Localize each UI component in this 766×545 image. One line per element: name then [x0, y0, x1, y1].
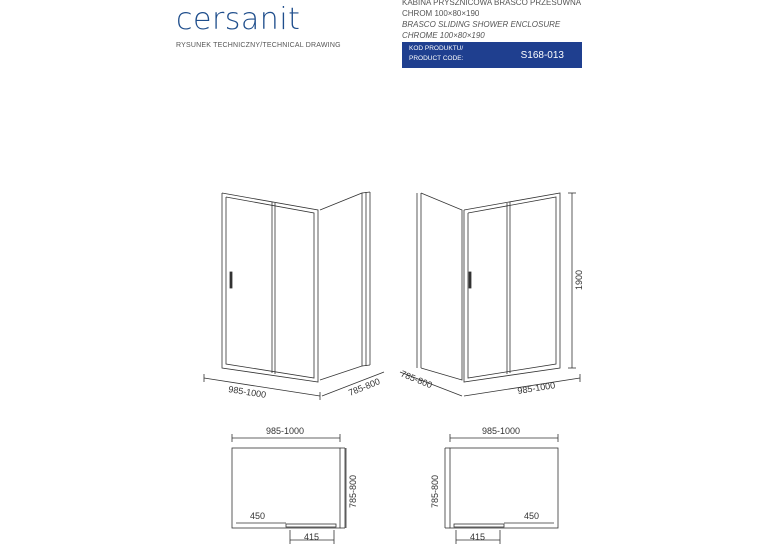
left-plan-depth-label: 785-800	[348, 474, 358, 508]
right-view-width-label: 985-1000	[516, 380, 556, 396]
right-plan-opening-label: 415	[470, 532, 486, 542]
right-view-depth-label: 785-800	[399, 368, 434, 391]
left-view-width-label: 985-1000	[227, 384, 267, 400]
left-plan-opening-label: 415	[304, 532, 320, 542]
title-line-2: CHROM 100×80×190	[402, 9, 480, 18]
left-perspective-view	[204, 192, 384, 400]
title-line-1: KABINA PRYSZNICOWA BRASCO PRZESUWNA	[402, 0, 582, 7]
left-plan-view	[232, 434, 346, 544]
right-perspective-view	[400, 193, 580, 396]
code-label-2: PRODUCT CODE:	[409, 55, 464, 62]
height-label: 1900	[574, 269, 584, 290]
code-label-1: KOD PRODUKTU/	[409, 45, 464, 52]
right-plan-width-label: 985-1000	[482, 426, 521, 436]
left-plan-door-span-label: 450	[250, 511, 266, 521]
title-line-3: BRASCO SLIDING SHOWER ENCLOSURE	[402, 20, 561, 29]
right-plan-view	[445, 434, 558, 544]
right-plan-depth-label: 785-800	[430, 474, 440, 508]
drawing-subtitle: RYSUNEK TECHNICZNY/TECHNICAL DRAWING	[176, 42, 341, 49]
cersanit-logo: cersanit	[176, 2, 301, 37]
left-view-depth-label: 785-800	[347, 376, 382, 398]
product-code-value: S168-013	[520, 50, 564, 61]
left-plan-width-label: 985-1000	[266, 426, 305, 436]
right-plan-door-span-label: 450	[524, 511, 540, 521]
title-line-4: CHROME 100×80×190	[402, 31, 485, 40]
